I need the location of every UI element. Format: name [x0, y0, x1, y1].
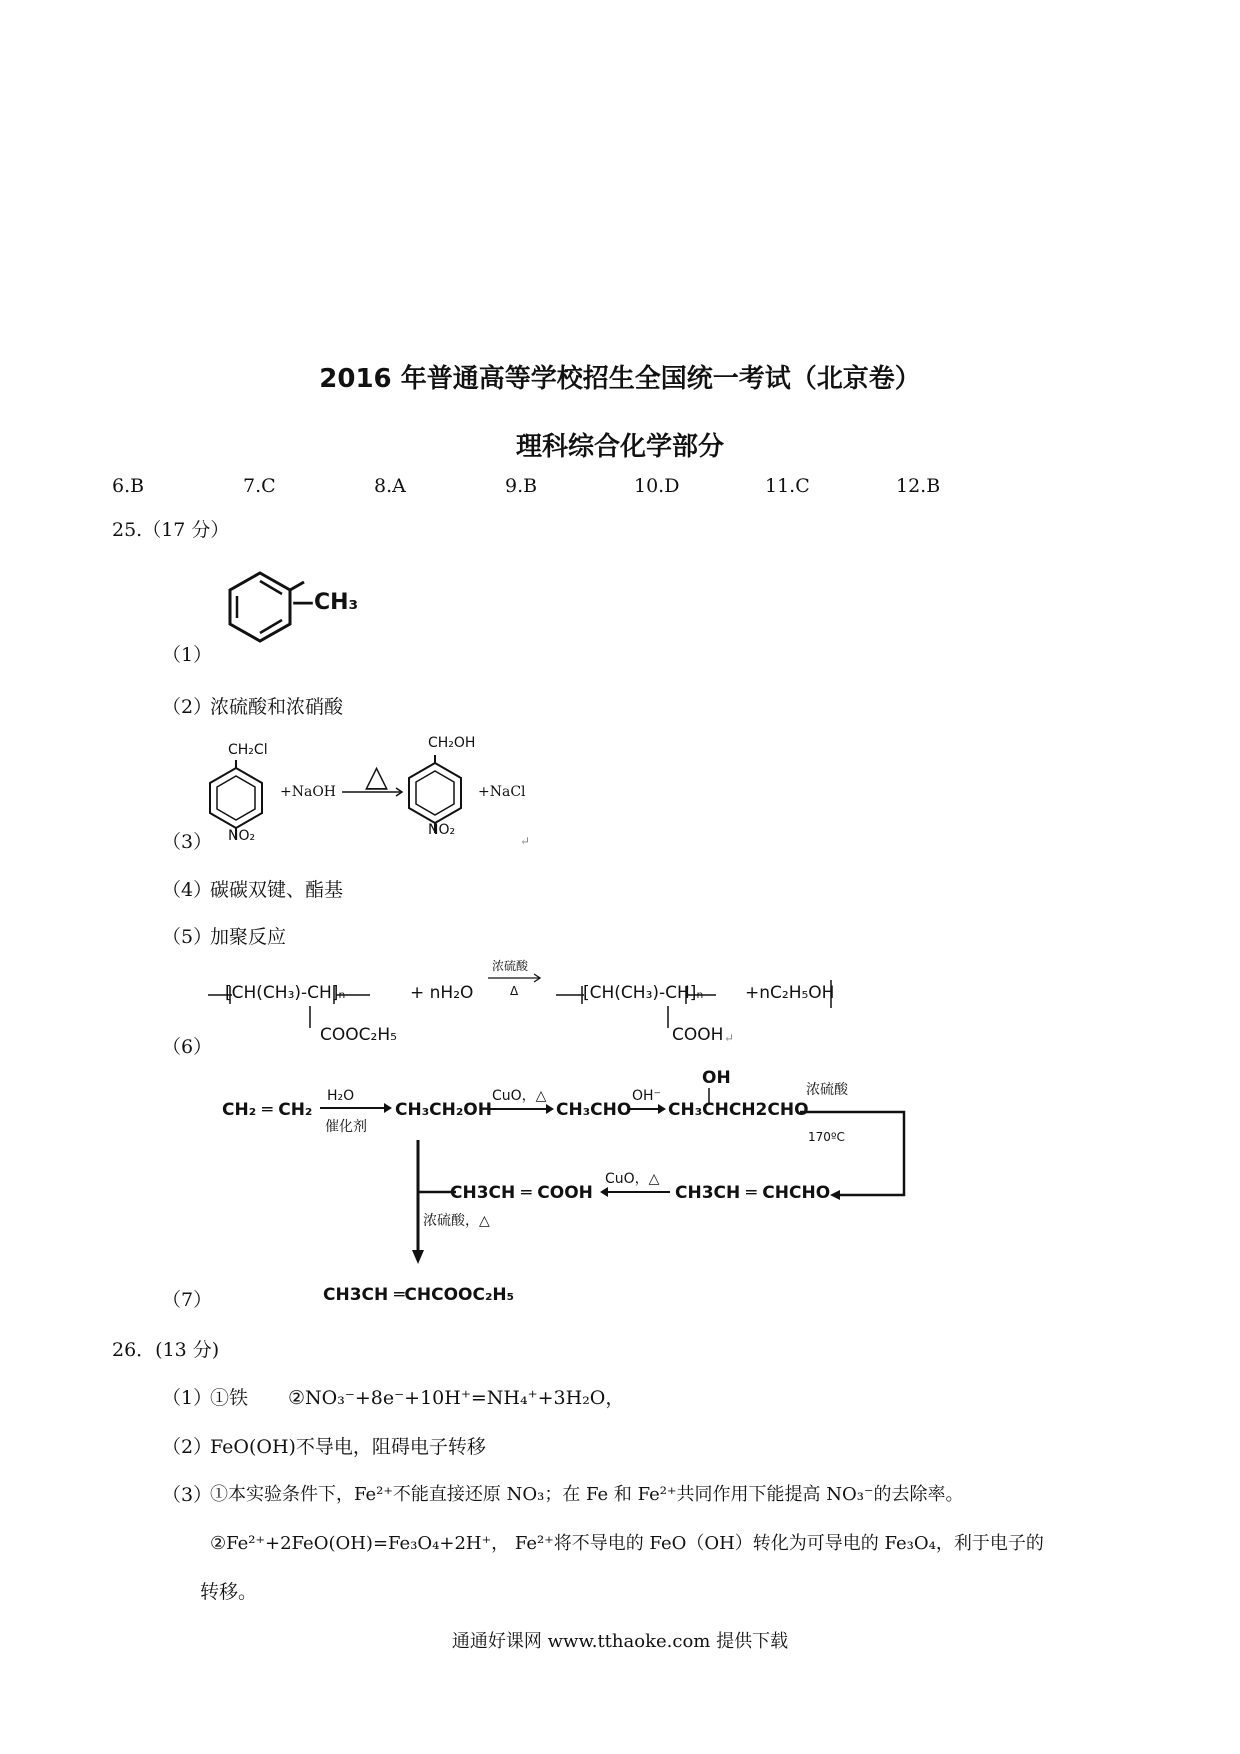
footer-watermark: 通通好课网 www.tthaoke.com 提供下载 [451, 1631, 789, 1652]
q26-part-2-answer: FeO(OH)不导电，阻碍电子转移 [210, 1436, 486, 1458]
page-title: 2016 年普通高等学校招生全国统一考试（北京卷） [319, 364, 921, 394]
ester-product: CH3CH ═CHCOOC₂H₅ [323, 1285, 515, 1305]
ethanol-byproduct: +nC₂H₅OH [745, 983, 835, 1003]
dehydration-temperature: 170ºC [808, 1130, 845, 1144]
choice-answer: 7.C [243, 475, 276, 497]
q26-part-1-answer-b: ②NO₃⁻+8e⁻+10H⁺=NH₄⁺+3H₂O， [288, 1387, 625, 1409]
choice-answer: 8.A [374, 475, 406, 497]
question-25-heading: 25.（17 分） [112, 519, 230, 541]
esterification-arrow [410, 1140, 458, 1265]
hydrolysis-heat: Δ [510, 984, 519, 998]
choice-answer: 9.B [505, 475, 538, 497]
page-subtitle: 理科综合化学部分 [515, 432, 724, 462]
aldol-arrow [628, 1102, 666, 1116]
q26-part-2-label: （2） [162, 1436, 213, 1458]
oxidation-2-arrow [600, 1185, 670, 1199]
q26-part-1-answer-a: ①铁 [210, 1387, 249, 1409]
aldol-hydroxyl: OH [702, 1068, 731, 1088]
hydration-arrow [320, 1101, 392, 1115]
choice-answer: 6.B [112, 475, 145, 497]
q26-part-3-line-1: ①本实验条件下，Fe²⁺不能直接还原 NO₃；在 Fe 和 Fe²⁺共同作用下能提高 NO₃⁻的去除率。 [210, 1484, 964, 1505]
q25-part-6-label: （6） [162, 1036, 213, 1058]
text-cursor [829, 980, 833, 1008]
aldol-product: CH₃CHCH2CHO [668, 1100, 809, 1120]
hydrolysis-arrow [488, 972, 548, 984]
ethylene: CH₂ ═ CH₂ [222, 1100, 313, 1120]
q25-part-2-answer: 浓硫酸和浓硝酸 [210, 696, 344, 718]
q25-part-5-answer: 加聚反应 [210, 926, 287, 948]
q26-part-3-line-2: ②Fe²⁺+2FeO(OH)=Fe₃O₄+2H⁺， Fe²⁺将不导电的 FeO（OH）转化为可导电的 Fe₃O₄，利于电子的 [210, 1533, 1044, 1554]
reactant-no2-label: NO₂ [228, 828, 256, 844]
product-no2-label: NO₂ [428, 822, 456, 838]
q25-part-5-label: （5） [162, 926, 213, 948]
dehydration-catalyst: 浓硫酸 [806, 1082, 848, 1098]
polymer-acid: [CH(CH₃)-CH]ₙ [583, 983, 704, 1003]
acetaldehyde: CH₃CHO [556, 1100, 632, 1120]
choice-answer: 10.D [634, 475, 680, 497]
paragraph-mark: ↵ [520, 834, 531, 848]
aldol-catalyst: OH⁻ [632, 1088, 661, 1104]
polymer-ester: [CH(CH₃)-CH]ₙ [225, 983, 346, 1003]
q26-part-3-line-3: 转移。 [200, 1581, 258, 1603]
heat-condition: △ [365, 759, 389, 794]
polymer-acid-side-group: COOH [672, 1025, 724, 1045]
q25-part-4-answer: 碳碳双键、酯基 [210, 879, 344, 901]
oxidation-2-condition: CuO，△ [605, 1171, 660, 1187]
oxidation-1-arrow [488, 1102, 554, 1116]
nacl-byproduct: +NaCl [478, 784, 526, 800]
q26-part-1-label: （1） [162, 1387, 213, 1409]
polymer-ester-side-group: COOC₂H₅ [320, 1025, 397, 1045]
q25-part-2-label: （2） [162, 696, 213, 718]
product-ch2oh-label: CH₂OH [428, 735, 476, 751]
choice-answer: 11.C [765, 475, 810, 497]
q25-part-1-label: （1） [162, 644, 213, 666]
hydration-reagent: H₂O [327, 1088, 355, 1104]
q25-part-7-label: （7） [162, 1289, 213, 1311]
esterification-condition: 浓硫酸，△ [423, 1213, 490, 1229]
question-26-heading: 26．(13 分) [112, 1339, 220, 1361]
q26-part-3-label: （3） [162, 1484, 213, 1506]
crotonic-acid: CH3CH ═ COOH [450, 1183, 593, 1203]
q25-part-4-label: （4） [162, 879, 213, 901]
q25-part-3-label: （3） [162, 831, 213, 853]
methyl-group-label: —CH₃ [292, 590, 359, 615]
naoh-reagent: +NaOH [280, 784, 337, 800]
hydration-catalyst: 催化剂 [325, 1119, 367, 1135]
water-reagent: + nH₂O [410, 983, 474, 1003]
hydrolysis-catalyst: 浓硫酸 [492, 959, 529, 973]
ethanol: CH₃CH₂OH [395, 1100, 492, 1120]
paragraph-mark: ↵ [724, 1031, 735, 1045]
oxidation-1-condition: CuO，△ [492, 1088, 547, 1104]
choice-answer: 12.B [896, 475, 941, 497]
reactant-ch2cl-label: CH₂Cl [228, 742, 268, 758]
crotonaldehyde: CH3CH ═ CHCHO [675, 1183, 831, 1203]
